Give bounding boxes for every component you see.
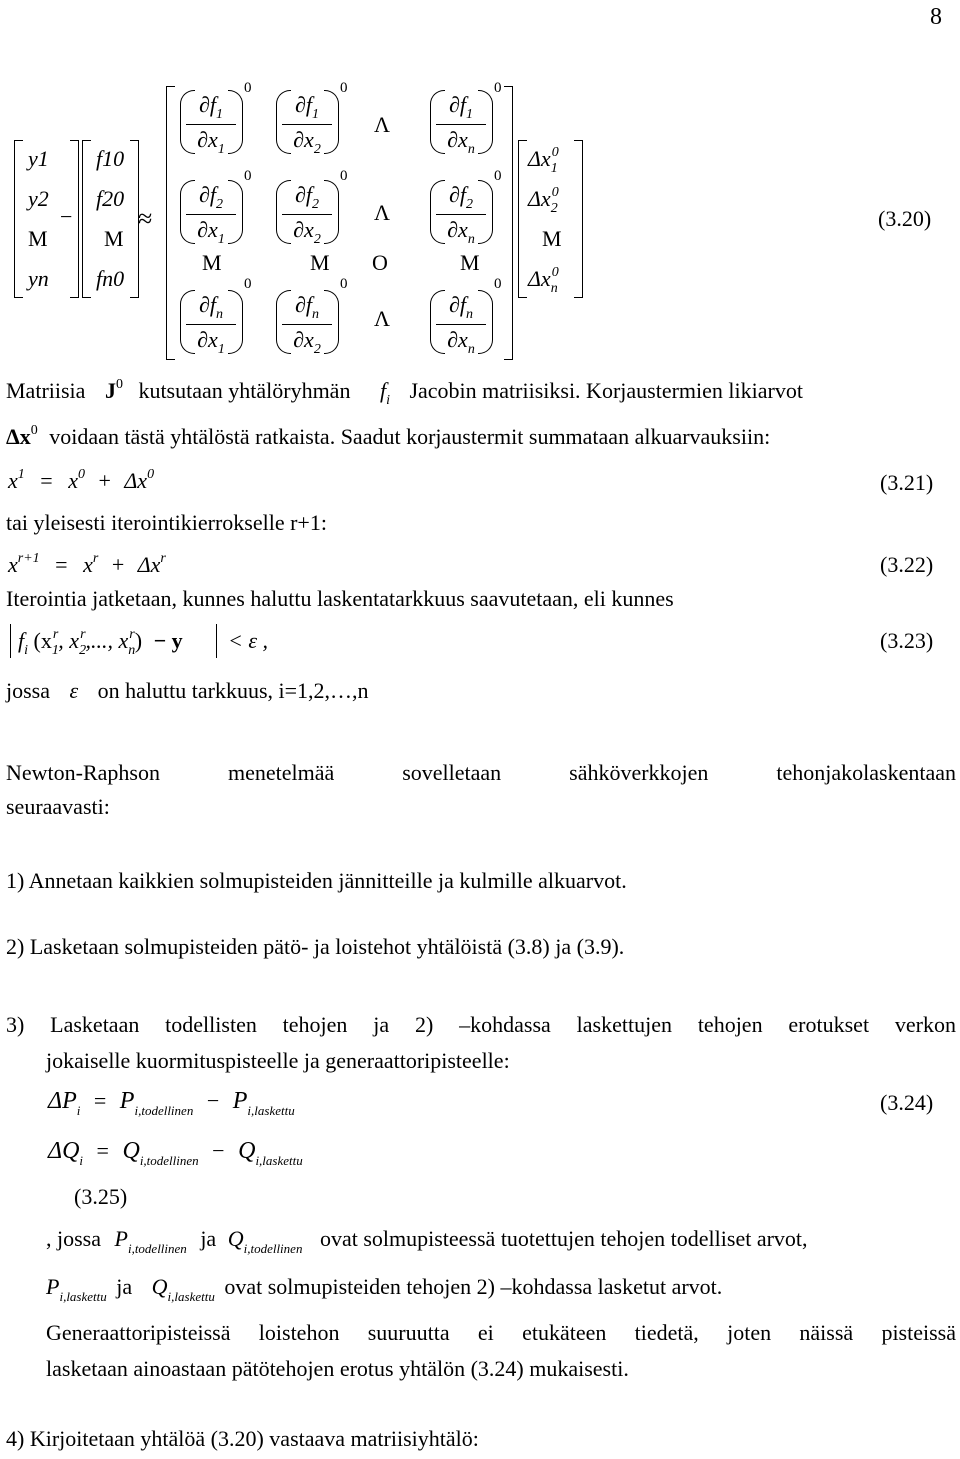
abs-bar-right <box>216 624 217 658</box>
bracket-left <box>166 86 175 360</box>
superscript: r <box>80 627 86 642</box>
text: voidaan tästä yhtälöstä ratkaista. Saadut korjaustermit summataan alkuarvauksiin: <box>49 424 771 449</box>
jacobian-cell: $\frac{\partial f_n}{\partial x_2}$ <box>282 290 332 359</box>
math-term: ) <box>134 628 143 653</box>
superscript: 0 <box>494 168 502 184</box>
epsilon-symbol: ε <box>69 678 79 703</box>
step-1: 1) Annetaan kaikkien solmupisteiden jännitteille ja kulmille alkuarvot. <box>6 868 627 893</box>
matrix-cell: yn <box>28 266 49 291</box>
text: ovat solmupisteiden tehojen 2) –kohdassa lasketut arvot. <box>224 1274 723 1299</box>
jacobian-cell: Λ <box>374 306 390 331</box>
approx-sign: ≈ <box>138 204 153 233</box>
paragraph-jossa-line3: Generaattoripisteissä loistehon suuruutta ei etukäteen tiedetä, joten näissä pisteissä <box>46 1320 956 1345</box>
jacobian-cell: M <box>460 250 480 275</box>
text: ja <box>200 1226 217 1251</box>
math-term: , x <box>58 628 80 653</box>
math-term: P <box>119 1088 135 1114</box>
bracket-left <box>14 140 23 298</box>
jacobian-cell: $\frac{\partial f_1}{\partial x_2}$ <box>282 90 332 159</box>
subscript: i,laskettu <box>255 1153 303 1168</box>
jacobian-cell: O <box>372 250 388 275</box>
abs-bar-left <box>10 624 11 658</box>
superscript: 0 <box>244 168 252 184</box>
paren-right <box>324 180 339 244</box>
matrix-cell: f20 <box>96 186 125 211</box>
text: ja <box>116 1274 133 1299</box>
math-term: x <box>83 552 93 577</box>
text: kutsutaan yhtälöryhmän <box>138 378 351 403</box>
equals-sign: = <box>40 468 53 493</box>
math-term: (x <box>33 628 52 653</box>
minus-sign: − <box>212 1138 225 1163</box>
equation-label: (3.24) <box>880 1090 934 1115</box>
text: Matriisia <box>6 378 86 403</box>
jacobian-cell: M <box>202 250 222 275</box>
text-iteration: Iterointia jatketaan, kunnes haluttu laskentatarkkuus saavutetaan, eli kunnes <box>6 586 674 611</box>
math-term: Q <box>238 1138 256 1164</box>
paren-right <box>478 290 493 354</box>
jacobian-cell: $\frac{\partial f_2}{\partial x_n}$ <box>436 180 486 249</box>
paragraph-jossa-line1 <box>46 1226 956 1256</box>
math-term: P <box>232 1088 248 1114</box>
step-3-line2: jokaiselle kuormituspisteelle ja generaattoripisteelle: <box>46 1048 510 1073</box>
paren-right <box>228 180 243 244</box>
superscript: r <box>129 627 135 642</box>
superscript: 0 <box>30 423 38 438</box>
paren-right <box>228 290 243 354</box>
subscript: i,laskettu <box>59 1289 107 1304</box>
jacobian-cell: $\frac{\partial f_n}{\partial x_n}$ <box>436 290 486 359</box>
bracket-right <box>504 86 513 360</box>
equation-3-23 <box>18 627 183 658</box>
math-term: f <box>18 628 25 653</box>
equation-3-22 <box>8 552 166 578</box>
jacobian-symbol: J <box>104 378 116 403</box>
subscript: i,laskettu <box>247 1103 295 1118</box>
math-term: Δx <box>124 468 148 493</box>
bracket-right <box>574 140 583 298</box>
superscript: 1 <box>17 467 25 482</box>
jacobian-cell: Λ <box>374 200 390 225</box>
jacobian-cell: $\frac{\partial f_n}{\partial x_1}$ <box>186 290 236 359</box>
step-3-line1: 3) Lasketaan todellisten tehojen ja 2) –kohdassa laskettujen tehojen erotukset verkon <box>6 1012 956 1037</box>
matrix-cell: fn0 <box>96 266 125 291</box>
matrix-cell: M <box>104 226 124 251</box>
plus-sign: + <box>98 468 111 493</box>
jacobian-cell: Λ <box>374 112 390 137</box>
subscript: i <box>76 1103 81 1118</box>
text: Jacobin matriisiksi. Korjaustermien likiarvot <box>409 378 803 403</box>
text: jossa <box>6 678 50 703</box>
superscript: r <box>92 551 99 566</box>
paragraph-correction <box>6 424 770 450</box>
equation-label: (3.22) <box>880 552 934 577</box>
superscript: r+1 <box>17 551 40 566</box>
superscript: 0 <box>340 168 348 184</box>
paragraph-newton-line1: Newton-Raphson menetelmää sovelletaan sähköverkkojen tehonjakolaskentaan <box>6 760 956 785</box>
paren-right <box>478 90 493 154</box>
matrix-cell: $\Delta x_n^0$ <box>528 265 559 296</box>
subscript: 1 <box>51 643 59 658</box>
superscript: 0 <box>494 80 502 96</box>
bracket-left <box>82 140 91 298</box>
equals-sign: = <box>96 1138 109 1163</box>
text-jossa <box>6 678 369 704</box>
equation-label: (3.23) <box>880 628 934 653</box>
equals-sign: = <box>93 1088 107 1113</box>
equation-label: (3.20) <box>878 206 932 231</box>
jacobian-cell: $\frac{\partial f_2}{\partial x_2}$ <box>282 180 332 249</box>
superscript: 0 <box>340 80 348 96</box>
math-term: P <box>114 1226 128 1251</box>
math-term: x <box>8 552 18 577</box>
superscript: 0 <box>244 80 252 96</box>
subscript: i,laskettu <box>167 1289 215 1304</box>
subscript: i,todellinen <box>134 1103 194 1118</box>
equation-3-24 <box>48 1088 295 1118</box>
superscript: 0 <box>77 467 85 482</box>
jacobian-cell: $\frac{\partial f_2}{\partial x_1}$ <box>186 180 236 249</box>
paren-right <box>478 180 493 244</box>
subscript: i <box>79 1153 84 1168</box>
text: ovat solmupisteessä tuotettujen tehojen todelliset arvot, <box>319 1226 808 1251</box>
paren-right <box>324 90 339 154</box>
superscript: 0 <box>244 276 252 292</box>
matrix-cell: y1 <box>28 146 49 171</box>
page-number: 8 <box>930 4 942 30</box>
paragraph-jossa-line4: lasketaan ainoastaan pätötehojen erotus yhtälön (3.24) mukaisesti. <box>46 1356 629 1381</box>
function-symbol: f <box>379 378 387 403</box>
jacobian-cell: M <box>310 250 330 275</box>
paren-right <box>228 90 243 154</box>
math-term: x <box>8 468 18 493</box>
plus-sign: + <box>111 552 125 577</box>
math-term: Q <box>151 1274 168 1299</box>
text: , jossa <box>46 1226 101 1251</box>
equation-label: (3.21) <box>880 470 934 495</box>
matrix-cell: M <box>542 226 562 251</box>
subscript: i,todellinen <box>139 1153 199 1168</box>
step-2: 2) Lasketaan solmupisteiden pätö- ja loistehot yhtälöistä (3.8) ja (3.9). <box>6 934 625 959</box>
superscript: 0 <box>147 467 155 482</box>
subscript: i,todellinen <box>243 1241 303 1256</box>
math-term: ΔP <box>48 1088 77 1114</box>
subscript: i <box>386 393 390 408</box>
equals-sign: = <box>55 552 68 577</box>
paren-right <box>324 290 339 354</box>
delta-x-symbol: Δx <box>6 424 31 449</box>
superscript: r <box>52 627 59 642</box>
subscript: i,todellinen <box>127 1241 187 1256</box>
bracket-left <box>518 140 527 298</box>
math-term: Δx <box>137 552 161 577</box>
math-term: P <box>46 1274 60 1299</box>
superscript: 0 <box>115 377 123 392</box>
matrix-cell: y2 <box>28 186 49 211</box>
jacobian-cell: $\frac{\partial f_1}{\partial x_n}$ <box>436 90 486 159</box>
matrix-cell: f10 <box>96 146 125 171</box>
minus-sign: − <box>206 1088 220 1113</box>
matrix-cell: M <box>28 226 48 251</box>
paragraph-newton-line2: seuraavasti: <box>6 794 110 819</box>
text-general: tai yleisesti iterointikierrokselle r+1: <box>6 510 327 535</box>
math-term: Q <box>227 1226 244 1251</box>
step-4: 4) Kirjoitetaan yhtälöä (3.20) vastaava matriisiyhtälö: <box>6 1426 479 1451</box>
jacobian-cell: $\frac{\partial f_1}{\partial x_1}$ <box>186 90 236 159</box>
superscript: 0 <box>494 276 502 292</box>
math-term: ,..., x <box>85 628 129 653</box>
matrix-cell: $\Delta x_2^0$ <box>528 185 559 216</box>
math-term: ΔQ <box>48 1138 80 1164</box>
text: on haluttu tarkkuus, i=1,2,…,n <box>97 678 369 703</box>
paragraph-jossa-line2 <box>46 1274 723 1304</box>
math-term: Q <box>122 1138 140 1164</box>
paragraph-jacobian <box>6 377 803 408</box>
math-term: x <box>68 468 78 493</box>
subscript: n <box>128 643 136 658</box>
equation-3-25 <box>48 1138 303 1168</box>
matrix-cell: $\Delta x_1^0$ <box>528 145 559 176</box>
superscript: 0 <box>340 276 348 292</box>
equation-label: (3.25) <box>74 1184 128 1209</box>
subscript: 2 <box>79 643 87 658</box>
minus-sign: − <box>60 204 73 229</box>
subscript: i <box>24 643 29 658</box>
math-term: < ε , <box>228 628 269 653</box>
math-term: − y <box>153 628 183 653</box>
superscript: r <box>160 551 166 566</box>
equation-3-21 <box>8 468 154 494</box>
